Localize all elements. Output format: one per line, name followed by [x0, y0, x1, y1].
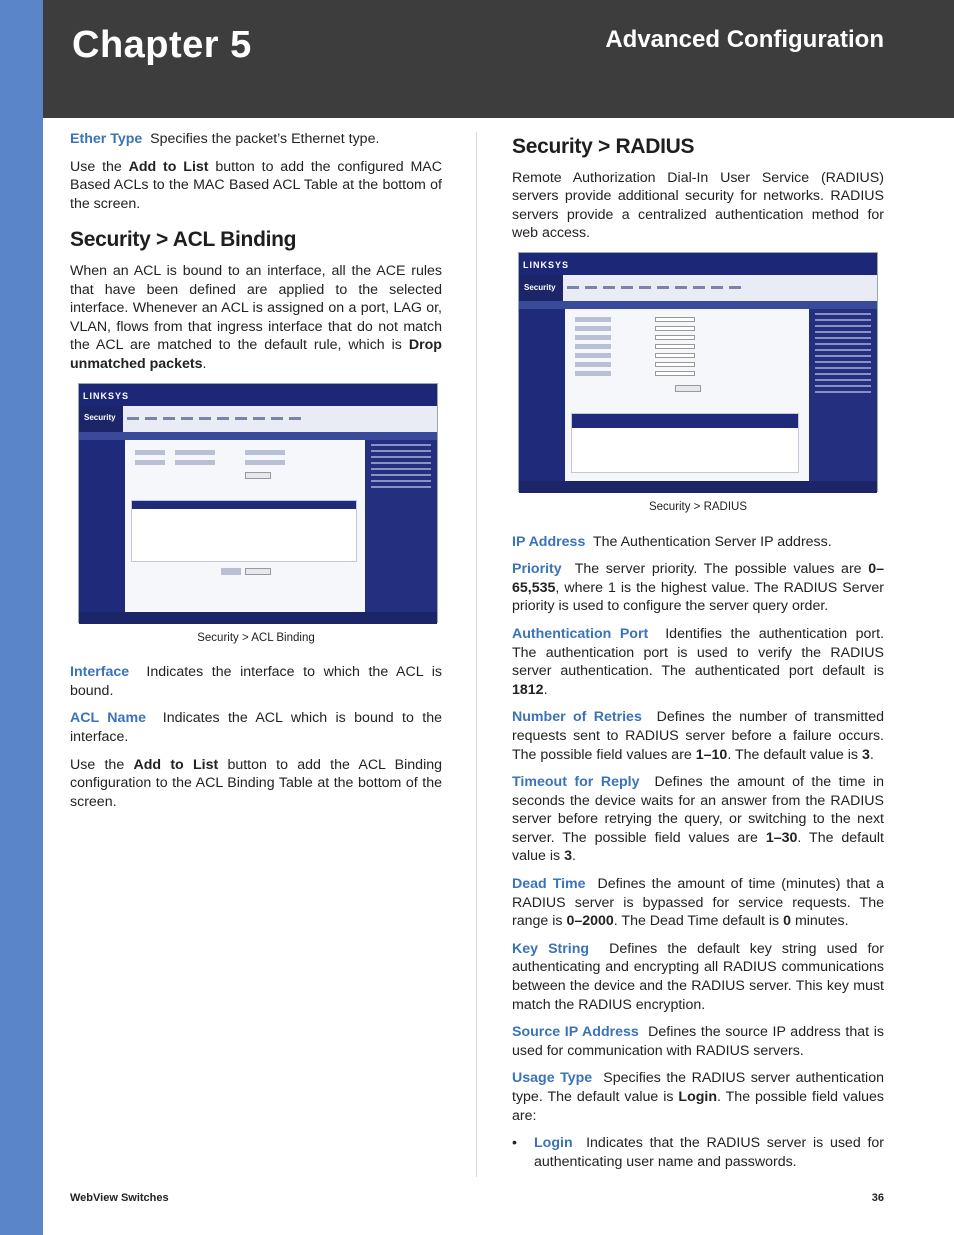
bold-run: 3 — [564, 848, 572, 865]
login-term: Login — [534, 1135, 573, 1152]
text-run: . — [543, 681, 548, 698]
bold-run: Login — [678, 1089, 718, 1105]
text-run: . The default value is — [512, 829, 884, 865]
screenshot-nav — [79, 406, 437, 432]
side-color-strip — [0, 0, 43, 1235]
usage-type-term: Usage Type — [512, 1070, 593, 1087]
chapter-title: Chapter 5 — [72, 24, 252, 66]
screenshot-body — [519, 309, 877, 481]
screenshot-main-panel — [565, 309, 809, 481]
acl-binding-intro — [70, 262, 442, 374]
radius-heading: Security > RADIUS — [512, 135, 695, 158]
bold-run: 0–2000 — [566, 913, 614, 930]
priority-term: Priority — [512, 561, 562, 578]
retries-term: Number of Retries — [512, 709, 642, 726]
interface-term: Interface — [70, 664, 130, 681]
screenshot-help-panel — [809, 309, 877, 481]
add-to-list-bold: Add to List — [128, 158, 209, 175]
priority-paragraph — [512, 560, 884, 616]
bold-run: 1–10 — [695, 746, 728, 763]
login-bullet-text — [534, 1134, 884, 1171]
linksys-logo: LINKSYS — [83, 390, 130, 401]
section-title: Advanced Configuration — [605, 26, 884, 53]
screenshot-tabs — [123, 406, 437, 432]
acl-name-term: ACL Name — [70, 710, 146, 727]
source-ip-paragraph — [512, 1023, 884, 1060]
add-to-list-bold: Add to List — [133, 756, 219, 773]
text-run: Use the — [70, 756, 125, 773]
footer-product: WebView Switches — [70, 1192, 169, 1204]
login-bullet — [512, 1134, 884, 1171]
retries-paragraph — [512, 708, 884, 764]
ether-type-desc: Specifies the packet’s Ethernet type. — [150, 131, 380, 147]
interface-desc: Indicates the interface to which the ACL is bound. — [70, 664, 442, 699]
screenshot-left-panel — [79, 440, 125, 612]
acl-binding-screenshot — [78, 383, 438, 623]
screenshot-section-label: Security — [524, 282, 556, 292]
source-ip-desc: Defines the source IP address that is used for communication with RADIUS servers. — [512, 1024, 885, 1059]
text-run: When an ACL is bound to an interface, all the ACE rules that have been defined are applied to the selected interface. Whenever an ACL is assigned on a port, LAG or, VLAN, flows from that ingress interface that do not match the ACL are matched to the default rule, which is — [70, 262, 442, 354]
add-to-list-acl-paragraph — [70, 756, 442, 812]
radius-figure — [512, 252, 884, 517]
bold-run: 1812 — [512, 681, 544, 698]
linksys-logo: LINKSYS — [523, 259, 570, 270]
text-run: button to add the ACL Binding configuration to the ACL Binding Table at the bottom of the screen. — [70, 756, 443, 810]
text-run: The server priority. The possible values are — [574, 561, 862, 578]
acl-binding-caption: Security > ACL Binding — [197, 631, 315, 644]
screenshot-subnav — [79, 432, 437, 440]
page-number: 36 — [871, 1192, 884, 1204]
dead-time-term: Dead Time — [512, 876, 586, 893]
screenshot-footer — [79, 612, 437, 624]
acl-binding-heading: Security > ACL Binding — [70, 228, 297, 252]
text-run: button to add the configured MAC Based ACLs to the MAC Based ACL Table at the bottom of the screen. — [70, 158, 442, 212]
ip-address-desc: The Authentication Server IP address. — [592, 533, 832, 550]
key-string-term: Key String — [512, 940, 590, 957]
screenshot-banner — [519, 253, 877, 275]
radius-intro: Remote Authorization Dial-In User Service (RADIUS) servers provide additional security for networks. RADIUS servers provide a centralized authentication method for web access. — [512, 169, 884, 242]
login-desc: Indicates that the RADIUS server is used for authenticating user name and passwords. — [534, 1135, 885, 1170]
interface-paragraph — [70, 663, 442, 700]
ip-address-paragraph — [512, 533, 884, 552]
bold-run: 3 — [861, 746, 870, 763]
add-to-list-mac-paragraph — [70, 158, 442, 214]
column-divider — [476, 132, 477, 1177]
text-run: Defines the amount of the time in seconds the device waits for an answer from the RADIUS server before retrying the query, or switching to the next server. The possible field values are — [512, 774, 884, 846]
text-run: . — [202, 355, 207, 372]
screenshot-help-panel — [365, 440, 437, 612]
text-run: . The Dead Time default is — [613, 913, 780, 930]
acl-name-desc: Indicates the ACL which is bound to the interface. — [70, 710, 442, 745]
text-run: Identifies the authentication port. The authentication port is used to verify the RADIUS server authentication. The authenticated port default is — [512, 625, 885, 680]
auth-port-paragraph — [512, 625, 884, 699]
text-run: Defines the amount of time (minutes) that a RADIUS server is bypassed for service requests. The range is — [512, 876, 884, 930]
bold-run: 0 — [783, 913, 791, 930]
ip-address-term: IP Address — [512, 533, 586, 550]
ether-type-paragraph — [70, 130, 442, 149]
text-run: . The default value is — [727, 746, 858, 763]
text-run: , where 1 is the highest value. The RADIUS Server priority is used to configure the server query order. — [512, 579, 884, 615]
screenshot-body — [79, 440, 437, 612]
acl-name-paragraph — [70, 709, 442, 746]
screenshot-subnav — [519, 301, 877, 309]
key-string-paragraph — [512, 940, 884, 1014]
screenshot-footer — [519, 481, 877, 493]
text-run: Defines the number of transmitted requests sent to RADIUS server before a failure occurs. The possible field values are — [512, 709, 885, 763]
dead-time-paragraph — [512, 875, 884, 931]
source-ip-term: Source IP Address — [512, 1024, 639, 1041]
acl-binding-figure — [70, 383, 442, 648]
timeout-term: Timeout for Reply — [512, 774, 640, 791]
screenshot-banner — [79, 384, 437, 406]
screenshot-main-panel — [125, 440, 365, 612]
bold-run: 1–30 — [765, 829, 798, 846]
drop-unmatched-bold: Drop unmatched packets — [70, 337, 442, 372]
left-column — [70, 130, 442, 820]
screenshot-left-panel — [519, 309, 565, 481]
screenshot-section-label: Security — [84, 413, 116, 423]
screenshot-nav — [519, 275, 877, 301]
text-run: . — [869, 746, 874, 763]
ether-type-term: Ether Type — [70, 131, 143, 147]
text-run: Specifies the RADIUS server authentication type. The default value is — [512, 1070, 884, 1105]
usage-type-paragraph — [512, 1069, 884, 1125]
auth-port-term: Authentication Port — [512, 625, 649, 642]
key-string-desc: Defines the default key string used for authenticating and encrypting all RADIUS communications between the device and the RADIUS server. This key must match the RADIUS encryption. — [512, 940, 884, 1013]
bold-run: 0–65,535 — [512, 561, 884, 596]
text-run: Use the — [70, 158, 122, 175]
radius-screenshot — [518, 252, 878, 492]
text-run: . — [571, 848, 576, 865]
timeout-paragraph — [512, 773, 884, 866]
text-run: minutes. — [794, 913, 849, 930]
screenshot-tabs — [563, 275, 877, 301]
right-column — [512, 130, 884, 1171]
text-run: . The possible field values are: — [512, 1089, 884, 1124]
bullet-mark: • — [512, 1135, 517, 1152]
radius-caption: Security > RADIUS — [648, 500, 748, 513]
